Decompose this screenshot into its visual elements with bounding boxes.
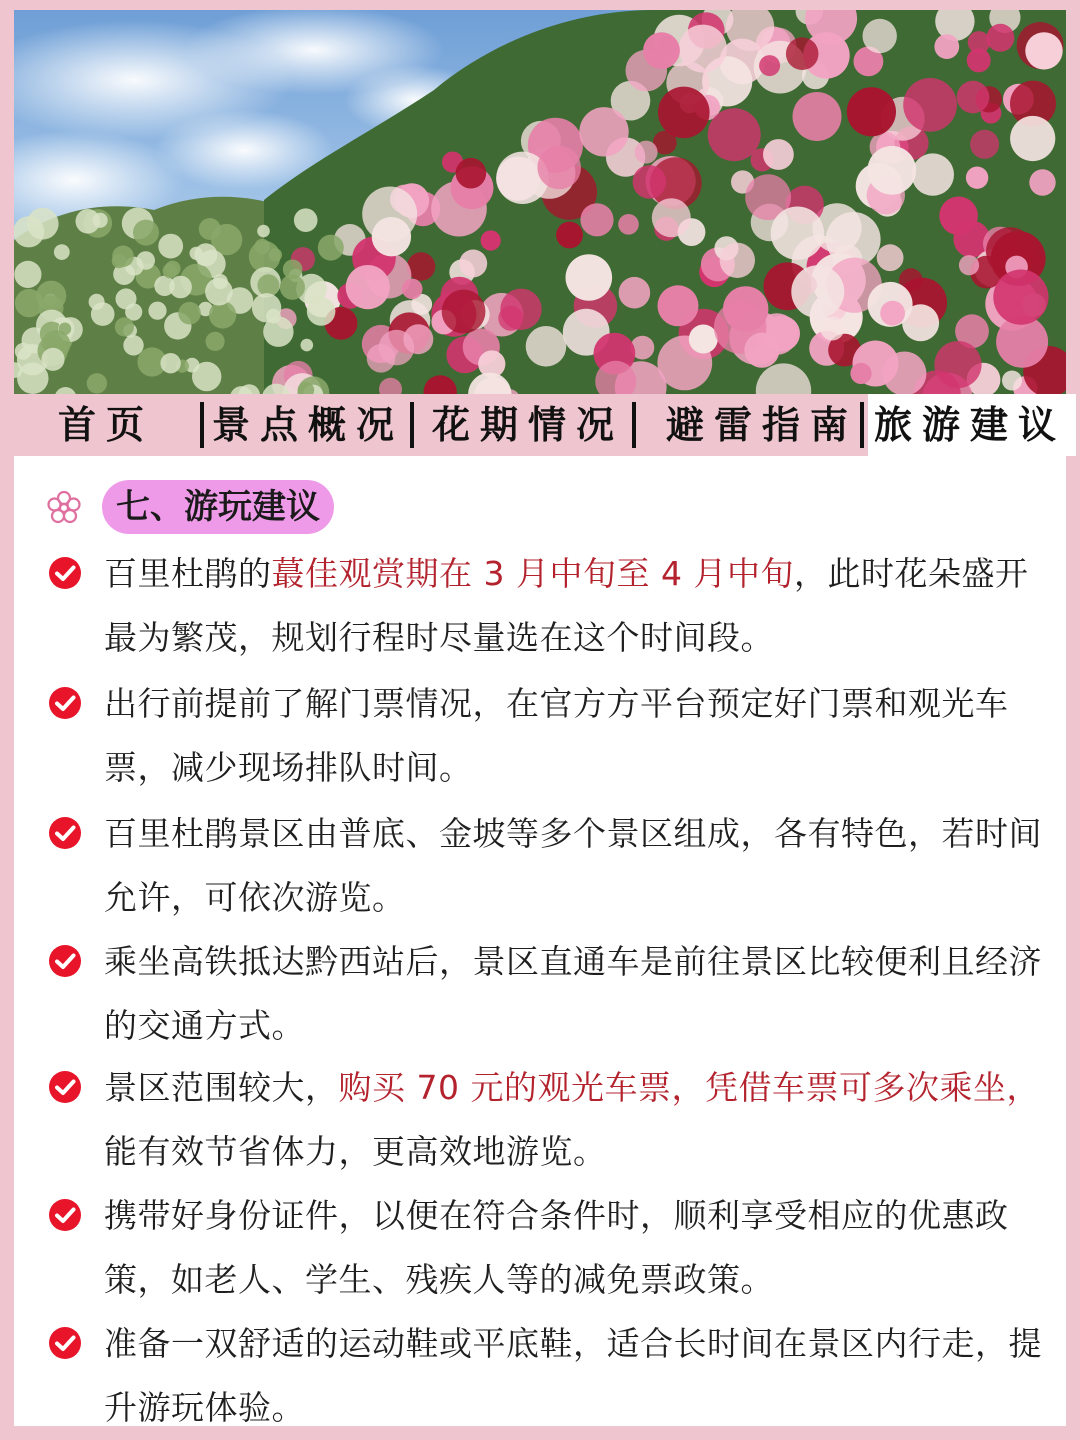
leaf-cluster [41, 348, 64, 371]
check-icon [48, 944, 82, 978]
bloom [759, 55, 780, 76]
tip-segment: 携带好身份证件，以便在符合条件时，顺利享受相应的优惠政策，如老人、学生、残疾人等的减免票政策。 [104, 1196, 1009, 1299]
bloom [867, 146, 916, 195]
nav-separator [410, 402, 414, 448]
bloom [459, 250, 487, 278]
leaf-cluster [59, 323, 72, 336]
leaf-cluster [89, 294, 105, 310]
bloom [402, 279, 423, 300]
tip-segment: 景区范围较大， [104, 1068, 339, 1107]
check-icon [48, 1326, 82, 1360]
bloom [1010, 116, 1055, 161]
tip-text [104, 802, 1044, 930]
bloom [880, 301, 905, 326]
tip-text [104, 930, 1044, 1058]
leaf-cluster [148, 302, 166, 320]
tip-segment: 准备一双舒适的运动鞋或平底鞋，适合长时间在景区内行走，提升游玩体验。 [104, 1324, 1042, 1427]
content-card [14, 456, 1066, 1426]
nav-separator [200, 402, 204, 448]
bloom [619, 277, 651, 309]
bloom [863, 19, 897, 53]
bloom [934, 34, 959, 59]
nav-tab-bloom[interactable]: 花期情况 [432, 403, 625, 447]
bloom [986, 24, 1014, 52]
leaf-cluster [163, 263, 178, 278]
bloom [786, 37, 819, 70]
bloom [744, 333, 779, 368]
bloom [939, 197, 978, 236]
tip-item [14, 802, 1066, 930]
leaf-cluster [14, 261, 41, 288]
tip-segment: 能有效节省体力，更高效地游览。 [104, 1132, 607, 1171]
bloom [877, 244, 904, 271]
tip-segment: 出行前提前了解门票情况，在官方方平台预定好门票和观光车票，减少现场排队时间。 [104, 684, 1009, 787]
check-icon [48, 816, 82, 850]
leaf-cluster [115, 317, 134, 336]
bloom [633, 165, 667, 199]
tip-text [104, 542, 1044, 670]
bloom [1029, 169, 1055, 195]
bloom [658, 87, 710, 139]
bloom [966, 167, 988, 189]
tip-text [104, 1056, 1044, 1184]
bloom [959, 255, 979, 275]
section-title: 七、游玩建议 [102, 480, 334, 534]
leaf-cluster [194, 243, 217, 266]
bloom [723, 286, 768, 331]
bloom [442, 290, 486, 334]
bloom [720, 243, 755, 278]
leaf-cluster [160, 353, 180, 373]
bloom [850, 363, 871, 384]
bloom [689, 325, 718, 354]
nav-tab-travel-tips[interactable]: 旅游建议 [868, 394, 1076, 456]
bloom [957, 81, 990, 114]
leaf-cluster [158, 234, 183, 259]
leaf-cluster [192, 362, 221, 391]
bloom [537, 146, 581, 190]
leaf-cluster [54, 244, 70, 260]
nav-tab-pitfalls[interactable]: 避雷指南 [666, 403, 859, 447]
bloom [526, 326, 567, 367]
bloom [346, 265, 390, 309]
leaf-cluster [199, 218, 221, 240]
bloom [362, 187, 417, 242]
leaf-cluster [206, 332, 225, 351]
tip-text [104, 1184, 1044, 1312]
nav-tab-overview[interactable]: 景点概况 [212, 403, 405, 447]
bloom [1025, 32, 1062, 69]
bloom [643, 32, 680, 69]
leaf-cluster [254, 239, 270, 255]
bloom [618, 214, 639, 235]
bloom [556, 222, 583, 249]
bloom [934, 341, 981, 388]
leaf-cluster [112, 246, 134, 268]
bloom [820, 317, 844, 341]
nav-tab-home[interactable]: 首页 [58, 403, 155, 447]
tip-segment: ，此时花朵盛开最为繁茂，规划行程时尽量选在这个时间段。 [104, 554, 1029, 657]
leaf-cluster [178, 302, 201, 325]
bloom [456, 158, 487, 189]
bloom [708, 108, 761, 161]
leaf-cluster [93, 213, 108, 228]
leaf-cluster [257, 225, 270, 238]
leaf-cluster [301, 339, 314, 352]
bloom [652, 198, 691, 237]
tip-segment: 百里杜鹃的 [104, 554, 272, 593]
check-icon [48, 556, 82, 590]
leaf-cluster [133, 220, 159, 246]
tip-item [14, 1056, 1066, 1184]
bloom [791, 265, 844, 318]
tip-highlight: 购买 70 元的观光车票，凭借车票可多次乘坐， [338, 1068, 1040, 1107]
leaf-cluster [205, 278, 233, 306]
bloom [379, 330, 415, 366]
bloom [793, 92, 842, 141]
bloom [635, 141, 658, 164]
bloom [580, 203, 613, 236]
leaf-cluster [87, 373, 107, 393]
leaf-cluster [116, 288, 137, 309]
check-icon [48, 1198, 82, 1232]
check-icon [48, 686, 82, 720]
leaf-cluster [209, 301, 236, 328]
bloom [481, 230, 501, 250]
bloom [771, 207, 824, 260]
tip-text [104, 672, 1044, 800]
tip-item [14, 542, 1066, 670]
header-photo [14, 10, 1066, 394]
rhododendron-photo [14, 10, 1066, 394]
bloom [912, 153, 954, 195]
top-nav [0, 394, 1080, 456]
leaf-cluster [318, 235, 344, 261]
bloom [882, 352, 926, 395]
leaf-cluster [294, 208, 318, 232]
tip-item [14, 930, 1066, 1058]
bloom [1002, 371, 1022, 391]
tip-segment: 百里杜鹃景区由普底、金坡等多个景区组成，各有特色，若时间允许，可依次游览。 [104, 814, 1042, 917]
nav-separator [860, 402, 864, 448]
leaf-cluster [169, 276, 192, 299]
bloom [579, 107, 628, 156]
bloom [903, 78, 957, 132]
leaf-cluster [123, 335, 143, 355]
bloom [658, 285, 699, 326]
tip-highlight: 蕞佳观赏期在 3 月中旬至 4 月中旬 [271, 554, 794, 593]
leaf-cluster [280, 275, 305, 300]
tip-segment: 乘坐高铁抵达黔西站后，景区直通车是前往景区比较便利且经济的交通方式。 [104, 942, 1042, 1045]
check-icon [48, 1070, 82, 1104]
leaf-cluster [252, 293, 281, 322]
leaf-cluster [257, 274, 279, 296]
bloom [970, 130, 999, 159]
bloom [763, 139, 794, 170]
leaf-cluster [307, 297, 336, 326]
flower-icon [46, 490, 82, 526]
tip-item [14, 1184, 1066, 1312]
leaf-cluster [15, 289, 43, 317]
nav-separator [632, 402, 636, 448]
leaf-cluster [14, 216, 44, 247]
tip-text [104, 1312, 1044, 1440]
bloom [967, 48, 991, 72]
tip-item [14, 1312, 1066, 1440]
tip-item [14, 672, 1066, 800]
bloom [500, 289, 541, 330]
bloom [847, 87, 896, 136]
bloom [993, 270, 1048, 325]
bloom [566, 254, 613, 301]
